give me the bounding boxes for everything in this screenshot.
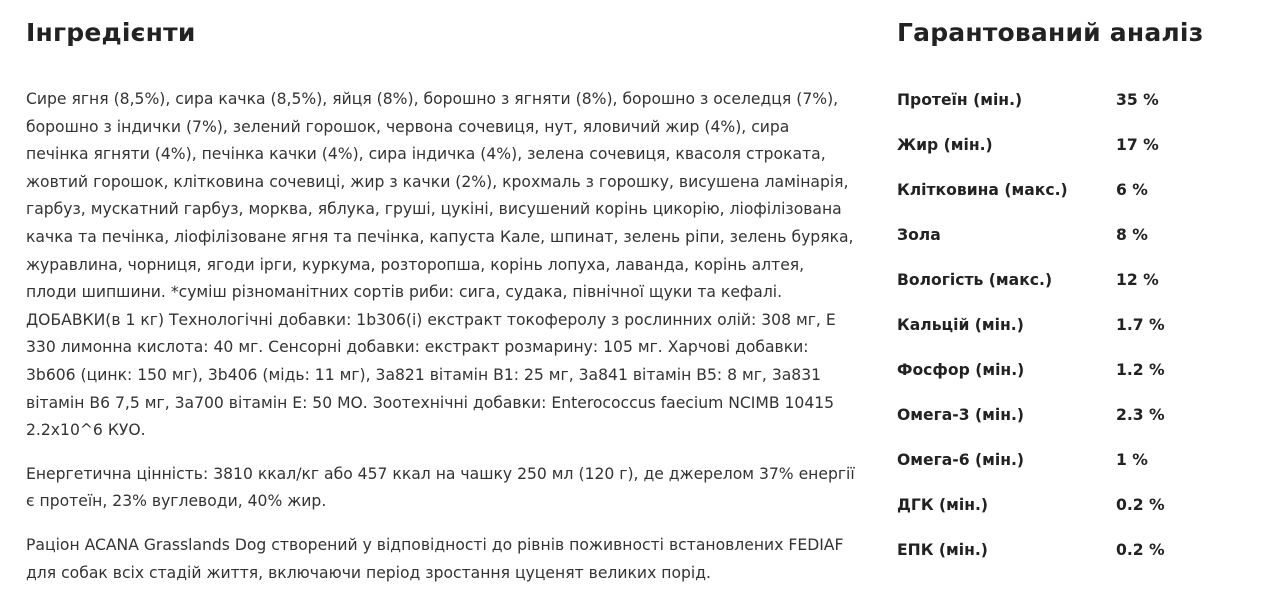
analysis-row-name: ЕПК (мін.)	[897, 540, 988, 559]
analysis-row-omega-6	[897, 437, 1257, 482]
analysis-row-value: 17 %	[1116, 135, 1159, 154]
analysis-row-value: 1.7 %	[1116, 315, 1165, 334]
analysis-row-value: 12 %	[1116, 270, 1159, 289]
analysis-row-name: Кальцій (мін.)	[897, 315, 1024, 334]
analysis-row-name: Фосфор (мін.)	[897, 360, 1025, 379]
analysis-row-value: 0.2 %	[1116, 495, 1165, 514]
analysis-row-value: 35 %	[1116, 90, 1159, 109]
analysis-row-name: Омега-3 (мін.)	[897, 405, 1025, 424]
analysis-row-calcium	[897, 302, 1257, 347]
analysis-row-dha	[897, 482, 1257, 527]
analysis-row-value: 1 %	[1116, 450, 1148, 469]
analysis-row-omega-3	[897, 392, 1257, 437]
analysis-row-name: Вологість (макс.)	[897, 270, 1053, 289]
analysis-row-value: 8 %	[1116, 225, 1148, 244]
energy-value-paragraph: Енергетична цінність: 3810 ккал/кг або 457 ккал на чашку 250 мл (120 г), де джерелом 37% енергії є протеїн, 23% вуглеводи, 40% жир.	[26, 464, 855, 511]
ingredients-text	[26, 86, 856, 603]
analysis-row-name: Клітковина (макс.)	[897, 180, 1068, 199]
analysis-row-fiber	[897, 167, 1257, 212]
analysis-row-name: Зола	[897, 225, 941, 244]
analysis-row-epa	[897, 527, 1257, 572]
analysis-table	[897, 77, 1257, 572]
analysis-row-moisture	[897, 257, 1257, 302]
analysis-row-value: 1.2 %	[1116, 360, 1165, 379]
analysis-row-ash	[897, 212, 1257, 257]
analysis-row-protein	[897, 77, 1257, 122]
fediaf-compliance-paragraph: Раціон ACANA Grasslands Dog створений у відповідності до рівнів поживності встановлених FEDIAF для собак всіх стадій життя, включаючи період зростання цуценят великих порід.	[26, 535, 844, 582]
analysis-row-name: Жир (мін.)	[897, 135, 993, 154]
analysis-row-phosphorus	[897, 347, 1257, 392]
analysis-title: Гарантований аналіз	[897, 18, 1204, 47]
analysis-row-name: Омега-6 (мін.)	[897, 450, 1025, 469]
analysis-row-value: 0.2 %	[1116, 540, 1165, 559]
analysis-row-value: 2.3 %	[1116, 405, 1165, 424]
analysis-row-fat	[897, 122, 1257, 167]
analysis-row-name: ДГК (мін.)	[897, 495, 989, 514]
ingredients-title: Інгредієнти	[26, 18, 196, 47]
analysis-row-name: Протеїн (мін.)	[897, 90, 1023, 109]
ingredients-composition-paragraph: Сире ягня (8,5%), сира качка (8,5%), яйця (8%), борошно з ягняти (8%), борошно з оселедця (7%), борошно з індички (7%), зелений горошок, червона сочевиця, нут, яловичий жир (4%), сира печінка ягняти (4%), печінка качки (4%), сира індичка (4%), зелена сочевиця, квасоля строката, жовтий горошок, клітковина сочевиці, жир з качки (2%), крохмаль з горошку, висушена ламінарія, гарбуз, мускатний гарбуз, морква, яблука, груші, цукіні, висушений корінь цикорію, ліофілізована качка та печінка, ліофілізоване ягня та печінка, капуста Кале, шпинат, зелень ріпи, зелень буряка, журавлина, чорниця, ягоди ірги, куркума, розторопша, корінь лопуха, лаванда, корінь алтея, плоди шипшини. *суміш різноманітних сортів риби: сига, судака, північної щуки та кефалі. ДОБАВКИ(в 1 кг) Технологічні добавки: 1b306(i) екстракт токоферолу з рослинних олій: 308 мг, E 330 лимонна кислота: 40 мг. Сенсорні добавки: екстракт розмарину: 105 мг. Харчові добавки: 3b606 (цинк: 150 мг), 3b406 (мідь: 11 мг), 3а821 вітамін B1: 25 мг, 3а841 вітамін B5: 8 мг, 3а831 вітамін B6 7,5 мг, 3а700 вітамін E: 50 МО. Зоотехнічні добавки: Enterococcus faecium NCIMB 10415 2.2x10^6 КУО.	[26, 90, 854, 440]
analysis-row-value: 6 %	[1116, 180, 1148, 199]
